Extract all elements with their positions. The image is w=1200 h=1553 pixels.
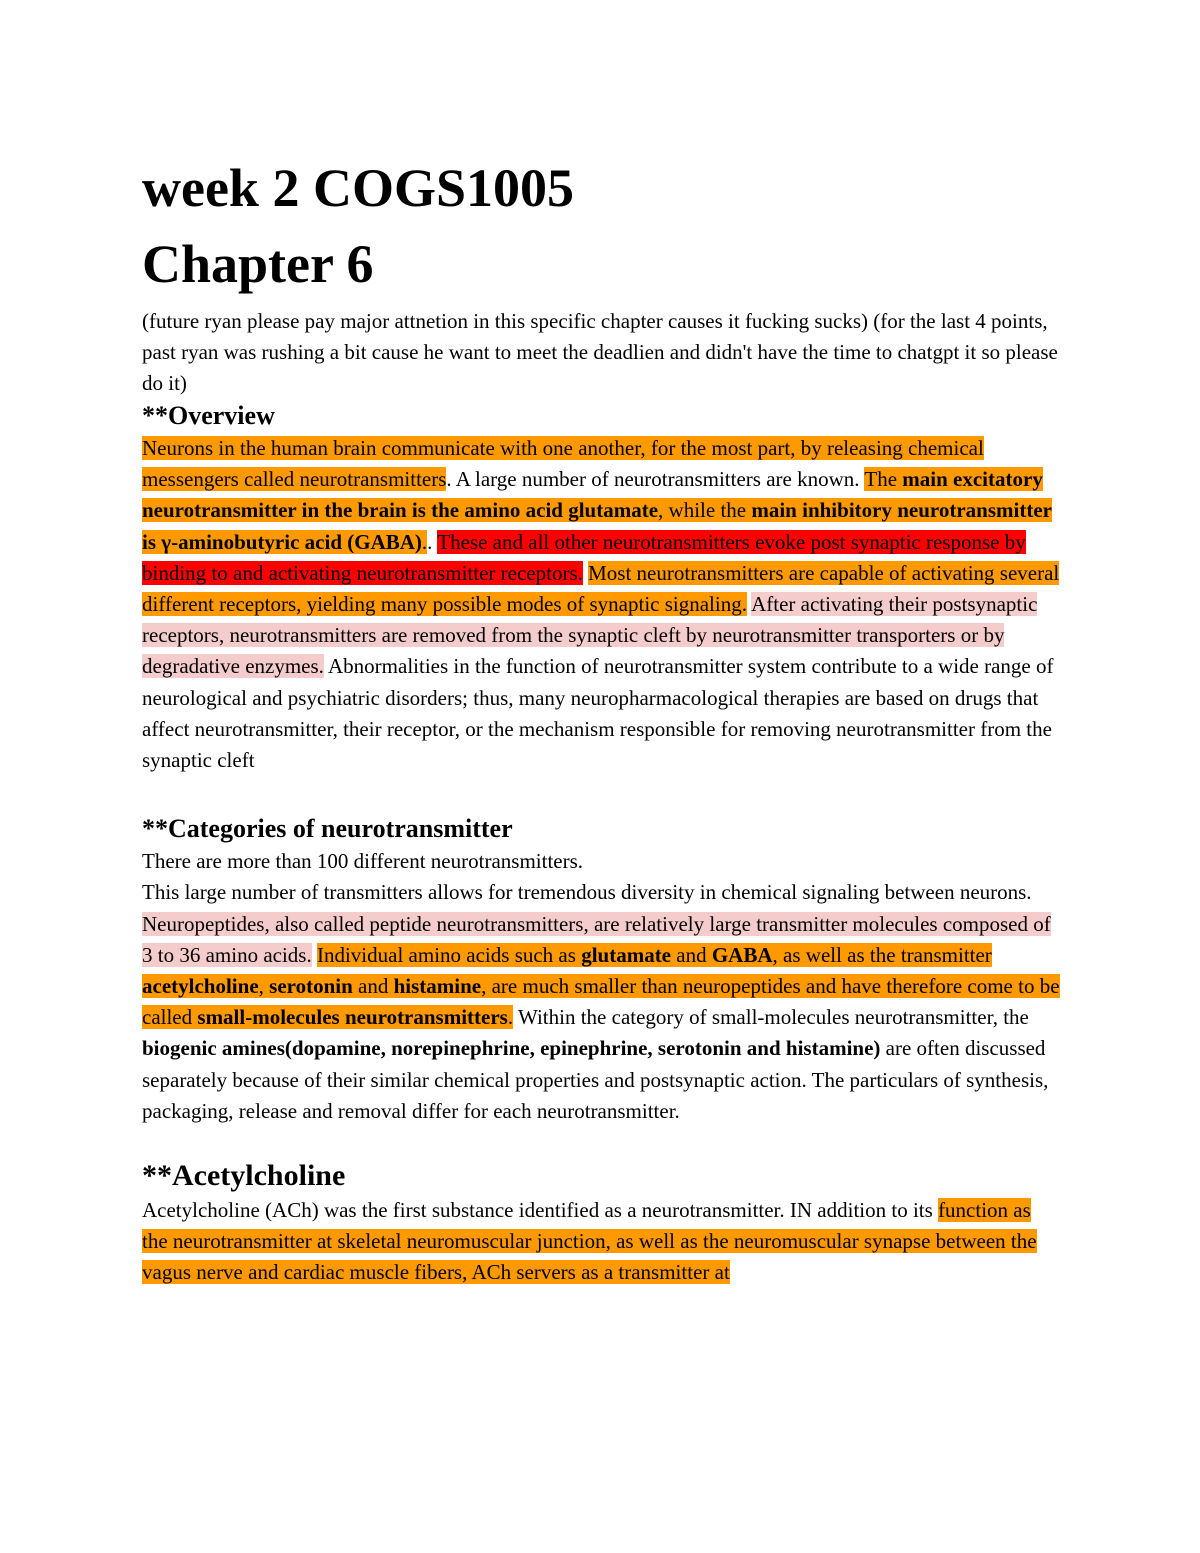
highlight-receptors-binding: These and all other neurotransmitters evoke post synaptic response by binding to and activating neurotransmitter receptors.: [142, 529, 1026, 585]
acetylcholine-heading: **Acetylcholine: [142, 1159, 346, 1193]
overview-s2: A large number of neurotransmitters are known.: [451, 467, 865, 492]
overview-s3-bold-gaba: main inhibitory neurotransmitter is γ-aminobutyric acid (GABA): [142, 498, 1052, 554]
overview-paragraph: [142, 433, 1060, 776]
cat-p2-i: and: [352, 974, 394, 999]
cat-p2-g: ,: [258, 974, 270, 999]
categories-heading: **Categories of neurotransmitter: [142, 814, 513, 844]
highlight-ach-function: function as the neurotransmitter at skeletal neuromuscular junction, as well as the neuromuscular synapse between the vagus nerve and cardiac muscle fibers, ACh servers as a transmitter at: [142, 1198, 1037, 1285]
cat-p3-biogenic-amines: biogenic amines(dopamine, norepinephrine, epinephrine, serotonin and histamine): [142, 1036, 881, 1061]
highlight-removal: After activating their postsynaptic receptors, neurotransmitters are removed from the synaptic cleft by neurotransmitter transporters or by degradative enzymes.: [142, 592, 1038, 679]
cat-p3-c: are often discussed separately because of their similar chemical properties and postsynaptic action. The particulars of synthesis, packaging, release and removal differ for each neurotransmitter.: [142, 1036, 1049, 1123]
ach-p1: Acetylcholine (ACh) was the first substance identified as a neurotransmitter. IN addition to its: [142, 1198, 939, 1223]
spacer: [142, 776, 1060, 812]
categories-paragraph: [142, 909, 1060, 1127]
cat-p2-serotonin: serotonin: [269, 974, 353, 999]
spacer: [142, 1127, 1060, 1157]
highlight-several-receptors: Most neurotransmitters are capable of activating several different receptors, yielding many possible modes of synaptic signaling.: [142, 560, 1060, 617]
overview-s3-f: .: [427, 529, 438, 554]
cat-p2-k: , are much smaller than neuropeptides and have therefore come to be called: [142, 974, 1060, 1030]
cat-p3-a: Within the category of small-molecules neurotransmitter, the: [513, 1005, 1029, 1030]
cat-p2-a: Individual amino acids such as: [316, 942, 582, 967]
overview-s3-a: The: [864, 467, 903, 492]
cat-p2-glutamate: glutamate: [581, 942, 672, 967]
overview-s1-end: .: [446, 467, 452, 492]
categories-line-1: There are more than 100 different neurotransmitters.: [142, 849, 584, 874]
categories-line-2: This large number of transmitters allows for tremendous diversity in chemical signaling between neurons.: [142, 880, 1032, 905]
overview-heading: **Overview: [142, 401, 275, 430]
highlight-neurons-communicate: Neurons in the human brain communicate with one another, for the most part, by releasing chemical messengers called neurotransmitters: [142, 436, 984, 492]
cat-p2-m: .: [507, 1005, 514, 1030]
overview-s7: Abnormalities in the function of neurotransmitter system contribute to a wide range of neurological and psychiatric disorders; thus, many neuropharmacological therapies are based on drugs that affect neurotransmitter, their receptor, or the mechanism responsible for removing neurotransmitter from the synaptic cleft: [142, 654, 1054, 773]
cat-p2-gaba: GABA: [711, 942, 773, 967]
cat-p2-e: , as well as the transmitter: [772, 942, 992, 967]
cat-p2-acetylcholine: acetylcholine: [142, 974, 259, 999]
cat-p2-histamine: histamine: [393, 974, 482, 999]
overview-s3-e: .: [421, 529, 428, 554]
highlight-neuropeptides: Neuropeptides, also called peptide neurotransmitters, are relatively large transmitter molecules composed of 3 to 36 amino acids.: [142, 911, 1051, 967]
document-title: [142, 150, 1060, 302]
title-line-2: Chapter 6: [142, 234, 374, 294]
cat-p2-c: and: [671, 942, 712, 967]
intro-note: (future ryan please pay major attnetion in this specific chapter causes it fucking sucks) (for the last 4 points, past ryan was rushing a bit cause he want to meet the deadlien and didn't have the time to chatgpt it so please do it): [142, 309, 1058, 395]
overview-s3-c: , while the: [658, 498, 752, 523]
acetylcholine-paragraph: [142, 1195, 1060, 1289]
cat-p2-small-molecules: small-molecules neurotransmitters: [197, 1005, 508, 1030]
title-line-1: week 2 COGS1005: [142, 158, 574, 218]
overview-s3-bold-glutamate: main excitatory neurotransmitter in the brain is the amino acid glutamate: [142, 467, 1043, 523]
